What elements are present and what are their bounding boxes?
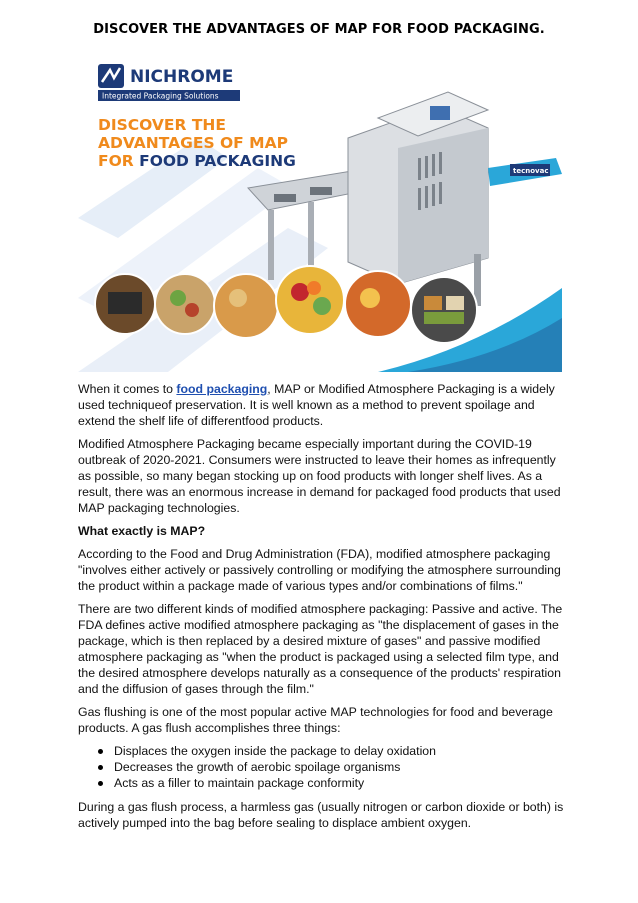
page-title: DISCOVER THE ADVANTAGES OF MAP FOR FOOD PACKAGING. xyxy=(93,22,545,37)
list-item: Displaces the oxygen inside the package to delay oxidation xyxy=(114,743,568,759)
tray-slot xyxy=(310,187,332,195)
intro-after-link: , MAP or Modified Atmosphere Packaging is a widely used techniqueof preservation. It is well known as a method to prevent spoilage and extend the shelf life of differentfood products. xyxy=(78,382,555,428)
tray-slot xyxy=(274,194,296,202)
control-panel xyxy=(430,106,450,120)
food-detail xyxy=(170,290,186,306)
gas-flushing-paragraph: Gas flushing is one of the most popular active MAP technologies for food and beverage products. A gas flush accomplishes three things: xyxy=(78,705,553,735)
covid-paragraph: Modified Atmosphere Packaging became especially important during the COVID-19 outbreak of 2020-2021. Consumers were instructed to leave their homes as infrequently as possible, so many began stocking up on food products with longer shelf lives. As a result, there was an enormous increase in demand for packaged food products that used MAP packaging technologies. xyxy=(78,437,561,515)
headline-line-3 xyxy=(98,152,296,170)
banner-graphic xyxy=(78,48,562,372)
headline-line-3-prefix: FOR xyxy=(98,152,140,170)
food-packaging-link[interactable]: food packaging xyxy=(176,382,268,396)
list-item: Acts as a filler to maintain package conformity xyxy=(114,775,568,791)
food-detail xyxy=(446,296,464,310)
food-tray-image xyxy=(108,292,142,314)
conveyor-leg xyxy=(268,210,274,280)
map-types-paragraph: There are two different kinds of modified atmosphere packaging: Passive and active. The FDA defines active modified atmosphere packaging as "the displacement of gases in the package, which is then replaced by a desired mixture of gases" and passive modified atmosphere packaging as "when the product is packaged using a selected film type, and the desired atmosphere develops naturally as a consequence of the products' respiration and the diffusion of gases through the film." xyxy=(78,602,563,696)
food-detail xyxy=(307,281,321,295)
hero-banner xyxy=(78,48,562,372)
food-pastry-image xyxy=(214,274,278,338)
intro-paragraph xyxy=(78,381,568,429)
food-detail xyxy=(229,289,247,307)
food-detail xyxy=(185,303,199,317)
food-meal-tray-image xyxy=(411,277,477,343)
food-detail xyxy=(291,283,309,301)
food-fruit-image xyxy=(276,266,344,334)
brand-name: NICHROME xyxy=(130,67,234,87)
list-item: Decreases the growth of aerobic spoilage organisms xyxy=(114,759,568,775)
conveyor-leg xyxy=(308,202,314,272)
intro-before-link: When it comes to xyxy=(78,382,177,396)
food-detail xyxy=(313,297,331,315)
gas-flush-benefits-list xyxy=(78,743,568,791)
logo-mark xyxy=(98,64,124,88)
fda-definition-paragraph: According to the Food and Drug Administration (FDA), modified atmosphere packaging "involves either actively or passively controlling or modifying the atmosphere surrounding the product within a package made of various types and/or combinations of films." xyxy=(78,547,561,593)
food-salad-image xyxy=(155,274,215,334)
article-body xyxy=(78,381,568,838)
machine-brand: tecnovac xyxy=(513,167,549,175)
food-detail xyxy=(424,296,442,310)
headline-line-3-emph: FOOD PACKAGING xyxy=(139,152,296,170)
food-detail xyxy=(424,312,464,324)
headline-line-1: DISCOVER THE xyxy=(98,116,226,134)
nichrome-logo xyxy=(98,64,240,101)
food-detail xyxy=(360,288,380,308)
gas-flush-process-paragraph: During a gas flush process, a harmless gas (usually nitrogen or carbon dioxide or both) is actively pumped into the bag before sealing to displace ambient oxygen. xyxy=(78,800,564,830)
brand-tagline: Integrated Packaging Solutions xyxy=(102,91,219,101)
section-question: What exactly is MAP? xyxy=(78,524,206,538)
headline-line-2: ADVANTAGES OF MAP xyxy=(98,134,288,152)
